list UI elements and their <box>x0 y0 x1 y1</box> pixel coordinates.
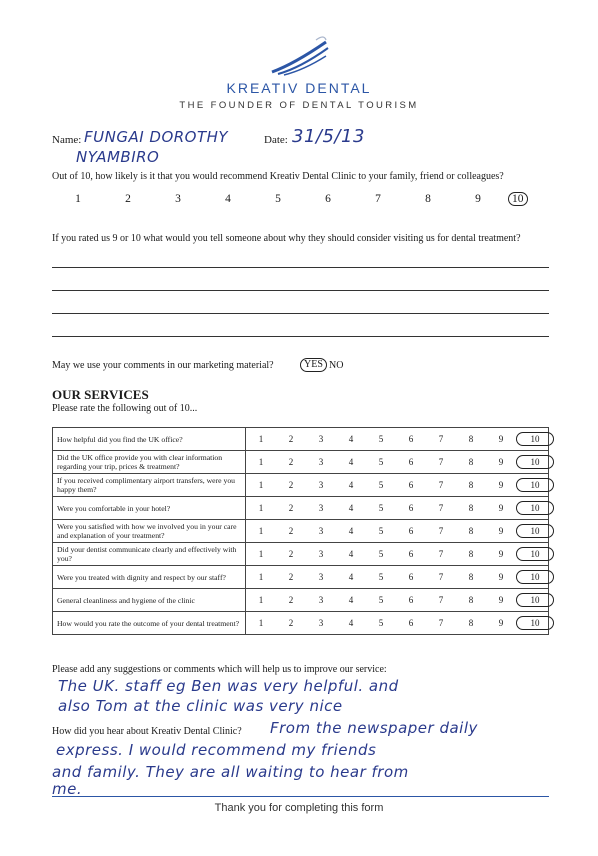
rating-selected[interactable]: 10 <box>516 455 554 469</box>
scale-10-selected[interactable]: 10 <box>508 192 528 206</box>
table-row <box>53 497 549 520</box>
date-label: Date: <box>264 134 288 146</box>
recommend-question: Out of 10, how likely is it that you would recommend Kreativ Dental Clinic to your family, friend or colleagues? <box>52 171 504 182</box>
rating-selected[interactable]: 10 <box>516 547 554 561</box>
brand-name: KREATIV DENTAL <box>226 80 372 96</box>
suggestions-label: Please add any suggestions or comments which will help us to improve our service: <box>52 664 387 675</box>
rating-selected[interactable]: 10 <box>516 478 554 492</box>
answer-line[interactable] <box>52 313 549 314</box>
service-question: General cleanliness and hygiene of the clinic <box>53 589 246 612</box>
table-row <box>53 566 549 589</box>
service-question: How helpful did you find the UK office? <box>53 428 246 451</box>
table-row <box>53 520 549 543</box>
rating-selected[interactable]: 10 <box>516 501 554 515</box>
rating-scale[interactable]: 1 2 3 4 5 6 7 8 9 10 <box>246 497 549 520</box>
rating-selected[interactable]: 10 <box>516 593 554 607</box>
no-option[interactable]: NO <box>329 360 344 371</box>
footer-thanks: Thank you for completing this form <box>214 802 384 814</box>
service-question: Did your dentist communicate clearly and effectively with you? <box>53 543 246 566</box>
services-heading: OUR SERVICES <box>52 387 149 402</box>
service-question: How would you rate the outcome of your dental treatment? <box>53 612 246 635</box>
scale-6[interactable]: 6 <box>325 193 331 205</box>
footer-divider <box>52 796 549 797</box>
scale-5[interactable]: 5 <box>275 193 281 205</box>
service-question: Were you satisfied with how we involved you in your care and explanation of your treatment? <box>53 520 246 543</box>
rating-scale[interactable]: 1 2 3 4 5 6 7 8 9 10 <box>246 451 549 474</box>
scale-8[interactable]: 8 <box>425 193 431 205</box>
scale-3[interactable]: 3 <box>175 193 181 205</box>
scale-1[interactable]: 1 <box>75 193 81 205</box>
hear-about-answer-line2[interactable]: express. I would recommend my friends <box>56 741 377 759</box>
table-row <box>53 543 549 566</box>
table-row <box>53 612 549 635</box>
name-value-continued[interactable]: NYAMBIRO <box>76 148 160 166</box>
rating-scale[interactable]: 1 2 3 4 5 6 7 8 9 10 <box>246 428 549 451</box>
answer-line[interactable] <box>52 290 549 291</box>
brand-tagline: THE FOUNDER OF DENTAL TOURISM <box>179 100 419 111</box>
hear-about-label: How did you hear about Kreativ Dental Clinic? <box>52 726 242 737</box>
rating-selected[interactable]: 10 <box>516 524 554 538</box>
rating-scale[interactable]: 1 2 3 4 5 6 7 8 9 10 <box>246 543 549 566</box>
why-question: If you rated us 9 or 10 what would you tell someone about why they should consider visiting us for dental treatment? <box>52 233 521 244</box>
scale-4[interactable]: 4 <box>225 193 231 205</box>
service-question: Did the UK office provide you with clear information regarding your trip, prices & treatment? <box>53 451 246 474</box>
yes-option[interactable]: YES <box>300 358 327 372</box>
services-subheading: Please rate the following out of 10... <box>52 403 198 414</box>
hear-about-answer-line3[interactable]: and family. They are all waiting to hear from <box>52 763 409 781</box>
scale-2[interactable]: 2 <box>125 193 131 205</box>
rating-scale[interactable]: 1 2 3 4 5 6 7 8 9 10 <box>246 520 549 543</box>
hear-about-answer-line4[interactable]: me. <box>52 780 83 798</box>
table-row <box>53 589 549 612</box>
answer-line[interactable] <box>52 267 549 268</box>
table-row <box>53 474 549 497</box>
service-question: If you received complimentary airport transfers, were you happy them? <box>53 474 246 497</box>
rating-selected[interactable]: 10 <box>516 616 554 630</box>
answer-line[interactable] <box>52 336 549 337</box>
services-rating-table <box>52 427 549 635</box>
date-value[interactable]: 31/5/13 <box>292 126 365 147</box>
suggestions-answer-line2[interactable]: also Tom at the clinic was very nice <box>58 697 343 715</box>
logo <box>264 34 334 78</box>
rating-scale[interactable]: 1 2 3 4 5 6 7 8 9 10 <box>246 566 549 589</box>
recommend-scale[interactable] <box>68 193 548 213</box>
table-row <box>53 451 549 474</box>
name-label: Name: <box>52 134 82 146</box>
marketing-question: May we use your comments in our marketing material? <box>52 360 274 371</box>
suggestions-answer-line1[interactable]: The UK. staff eg Ben was very helpful. and <box>58 677 399 695</box>
rating-scale[interactable]: 1 2 3 4 5 6 7 8 9 10 <box>246 589 549 612</box>
service-question: Were you treated with dignity and respect by our staff? <box>53 566 246 589</box>
table-row <box>53 428 549 451</box>
rating-selected[interactable]: 10 <box>516 432 554 446</box>
hear-about-answer-line1[interactable]: From the newspaper daily <box>270 719 478 737</box>
rating-scale[interactable]: 1 2 3 4 5 6 7 8 9 10 <box>246 474 549 497</box>
scale-9[interactable]: 9 <box>475 193 481 205</box>
rating-selected[interactable]: 10 <box>516 570 554 584</box>
name-value[interactable]: FUNGAI DOROTHY <box>84 128 229 146</box>
rating-scale[interactable]: 1 2 3 4 5 6 7 8 9 10 <box>246 612 549 635</box>
scale-7[interactable]: 7 <box>375 193 381 205</box>
service-question: Were you comfortable in your hotel? <box>53 497 246 520</box>
